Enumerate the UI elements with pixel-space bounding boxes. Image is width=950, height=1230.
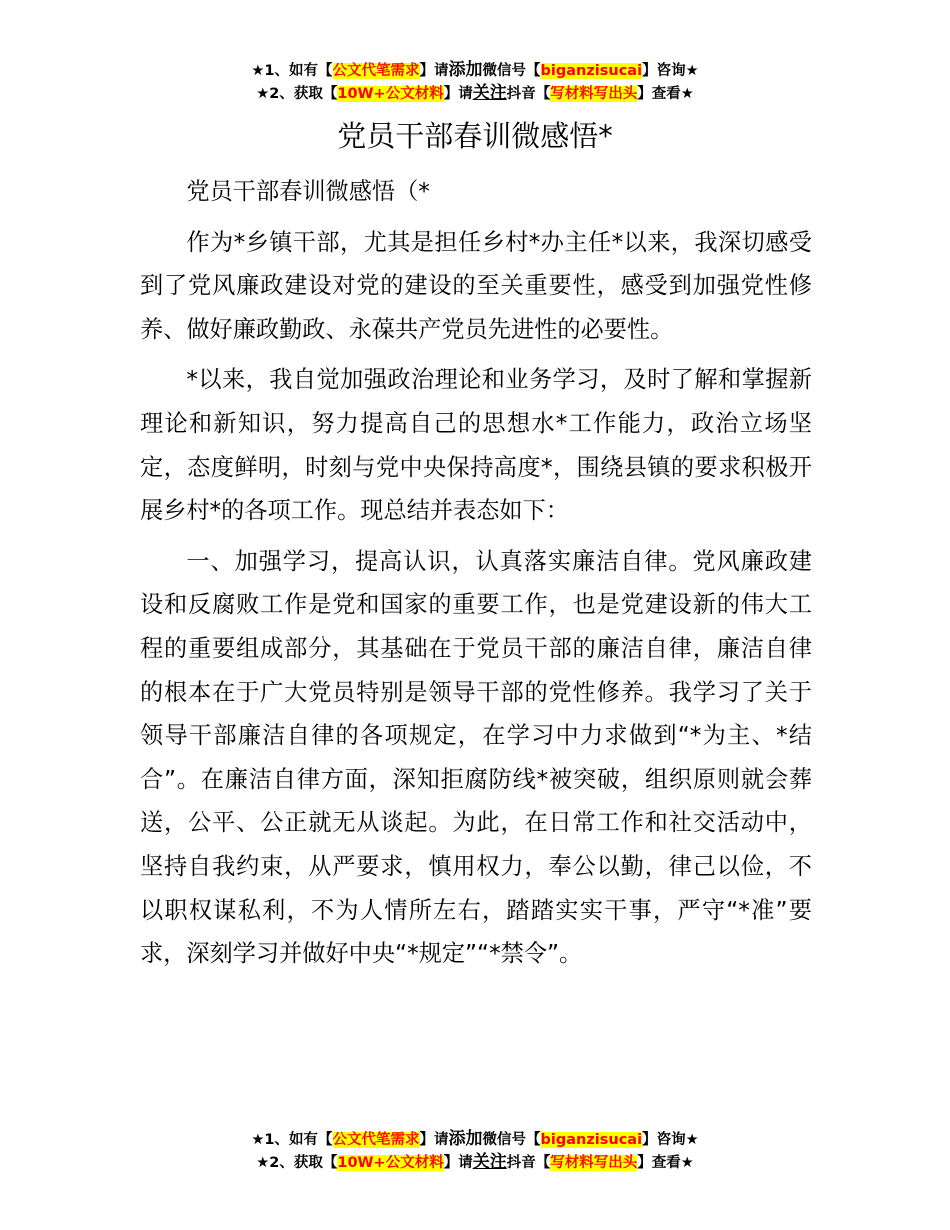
bottom-promo-banner [0, 1128, 950, 1174]
promo-highlight-materials: 10W+公文材料 [337, 1155, 444, 1171]
promo-text: 抖音【 [506, 86, 551, 102]
promo-text: 】请 [443, 86, 473, 102]
document-subtitle: 党员干部春训微感悟（* [186, 178, 430, 205]
promo-text: ★2、获取【 [256, 86, 338, 102]
promo-text: 】查看★ [637, 86, 694, 102]
promo-text: 】请 [443, 1155, 473, 1171]
promo-text: 抖音【 [506, 1155, 551, 1171]
promo-line-2 [0, 82, 950, 105]
promo-text: 】请 [419, 63, 449, 79]
body-paragraph-1: 作为*乡镇干部，尤其是担任乡村*办主任*以来，我深切感受到了党风廉政建设对党的建设的至关重要性，感受到加强党性修养、做好廉政勤政、永葆共产党员先进性的必要性。 [140, 228, 812, 343]
promo-highlight-douyin: 写材料写出头 [550, 86, 638, 102]
promo-highlight-service: 公文代笔需求 [332, 1132, 420, 1148]
promo-text: ★1、如有【 [251, 63, 333, 79]
promo-line-1 [0, 1128, 950, 1151]
promo-emphasis-add: 添加 [448, 60, 483, 80]
promo-text: ★1、如有【 [251, 1132, 333, 1148]
promo-line-2 [0, 1151, 950, 1174]
promo-text: 】咨询★ [642, 63, 699, 79]
promo-highlight-service: 公文代笔需求 [332, 63, 420, 79]
promo-emphasis-follow: 关注 [472, 1152, 507, 1172]
promo-emphasis-add: 添加 [448, 1129, 483, 1149]
promo-line-1 [0, 59, 950, 82]
promo-emphasis-follow: 关注 [472, 83, 507, 103]
body-paragraph-3: 一、加强学习，提高认识，认真落实廉洁自律。党风廉政建设和反腐败工作是党和国家的重要工作，也是党建设新的伟大工程的重要组成部分，其基础在于党员干部的廉洁自律，廉洁自律的根本在于广大党员特别是领导干部的党性修养。我学习了关于领导干部廉洁自律的各项规定，在学习中力求做到“*为主、*结合”。在廉洁自律方面，深知拒腐防线*被突破，组织原则就会葬送，公平、公正就无从谈起。为此，在日常工作和社交活动中，坚持自我约束，从严要求，慎用权力，奉公以勤，律己以俭，不以职权谋私利，不为人情所左右，踏踏实实干事，严守“*准”要求，深刻学习并做好中央“*规定”“*禁令”。 [140, 547, 812, 968]
promo-text: 】查看★ [637, 1155, 694, 1171]
body-paragraph-2: *以来，我自觉加强政治理论和业务学习，及时了解和掌握新理论和新知识，努力提高自己的思想水*工作能力，政治立场坚定，态度鲜明，时刻与党中央保持高度*，围绕县镇的要求积极开展乡村*的各项工作。现总结并表态如下： [140, 366, 812, 525]
promo-highlight-wechat-id: biganzisucai [540, 1132, 643, 1148]
promo-text: ★2、获取【 [256, 1155, 338, 1171]
promo-text: 微信号【 [482, 63, 541, 79]
promo-highlight-wechat-id: biganzisucai [540, 63, 643, 79]
promo-highlight-douyin: 写材料写出头 [550, 1155, 638, 1171]
promo-text: 微信号【 [482, 1132, 541, 1148]
promo-text: 】咨询★ [642, 1132, 699, 1148]
promo-text: 】请 [419, 1132, 449, 1148]
document-body [140, 170, 812, 976]
top-promo-banner [0, 59, 950, 105]
document-title: 党员干部春训微感悟* [337, 119, 613, 153]
promo-highlight-materials: 10W+公文材料 [337, 86, 444, 102]
